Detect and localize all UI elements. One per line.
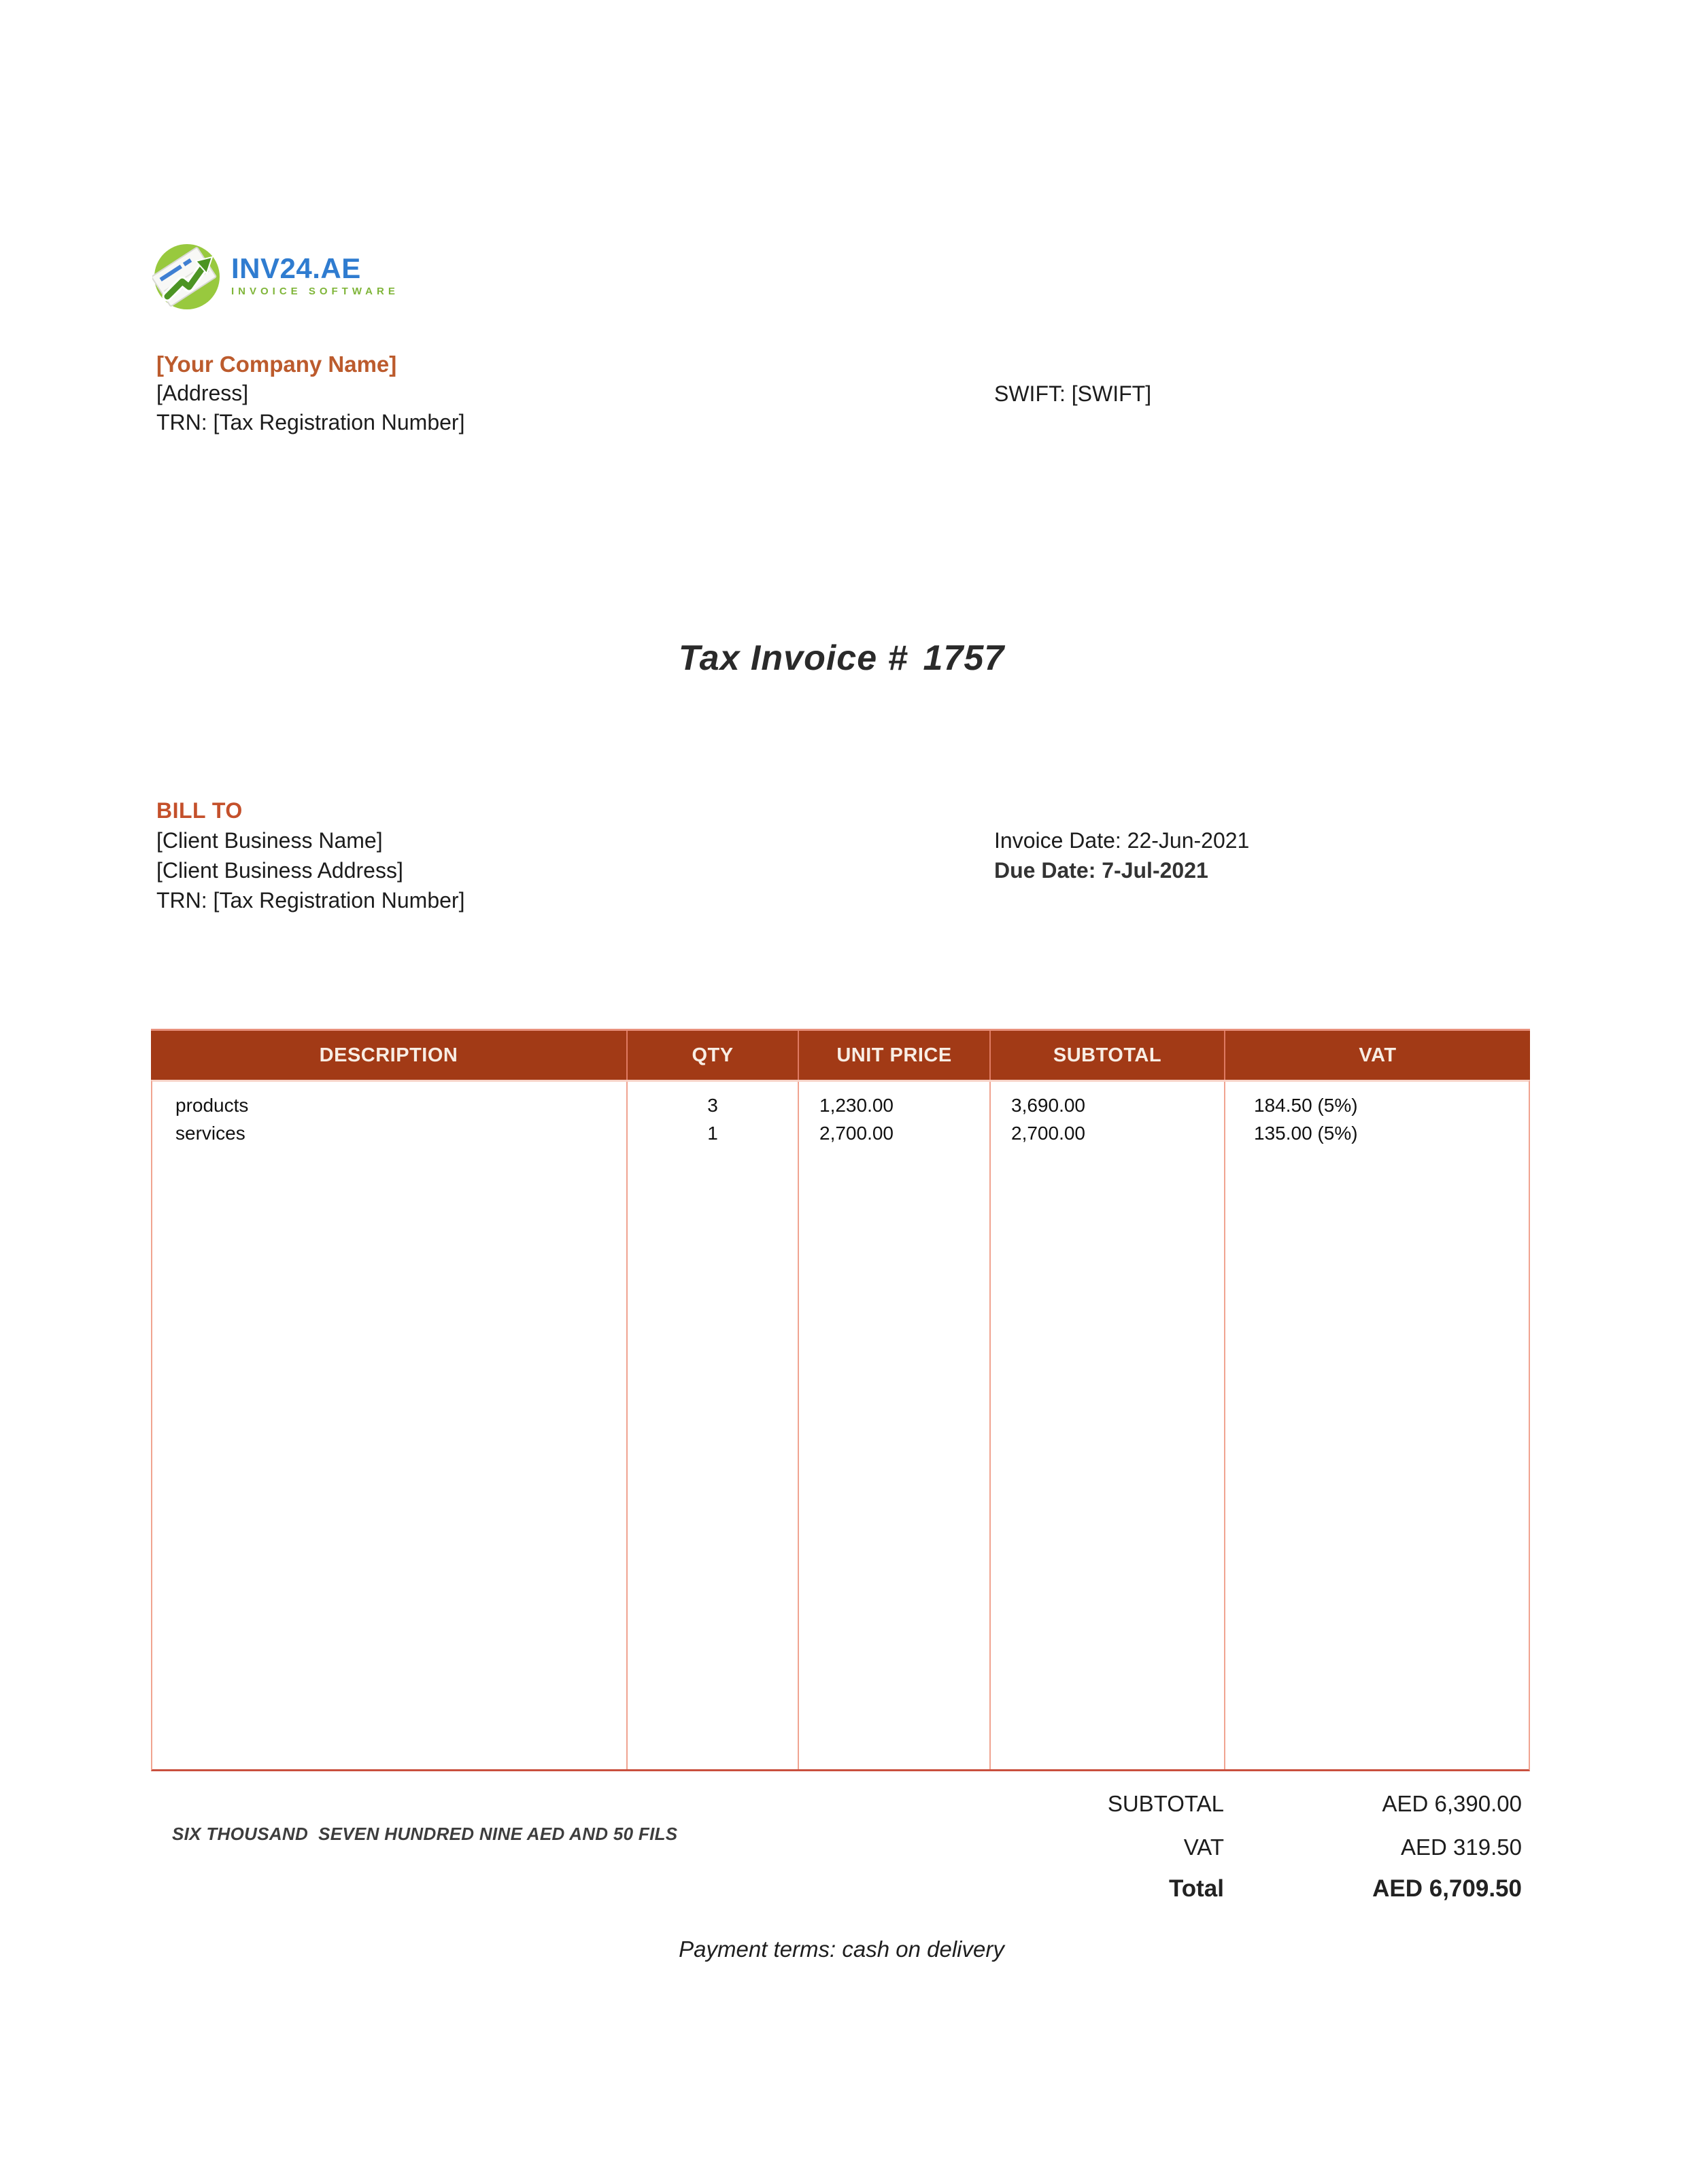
payment-terms: Payment terms: cash on delivery: [679, 1936, 1004, 1962]
brand-tagline: INVOICE SOFTWARE: [231, 286, 399, 297]
amount-in-words: SIX THOUSAND SEVEN HUNDRED NINE AED AND 50 FILS: [172, 1824, 678, 1844]
vat-value: AED 319.50: [1401, 1835, 1522, 1860]
client-name: [Client Business Name]: [156, 828, 383, 853]
table-body: [151, 1080, 1530, 1771]
row-products-qty: 3: [707, 1095, 718, 1116]
client-address: [Client Business Address]: [156, 858, 403, 883]
swift-line: SWIFT: [SWIFT]: [994, 381, 1152, 406]
header-subtotal: SUBTOTAL: [989, 1031, 1224, 1080]
company-block: [156, 349, 464, 437]
row-services-qty: 1: [707, 1123, 718, 1144]
company-name: [Your Company Name]: [156, 352, 397, 377]
logo-text: [231, 254, 399, 297]
row-services-unit-price: 2,700.00: [819, 1123, 894, 1144]
column-vat: [1225, 1082, 1531, 1769]
header-vat: VAT: [1224, 1031, 1530, 1080]
header-description: DESCRIPTION: [319, 1044, 458, 1066]
subtotal-value: AED 6,390.00: [1382, 1791, 1522, 1816]
column-unit-price: [799, 1082, 991, 1769]
brand-name: INV24.AE: [231, 252, 361, 284]
table-header-row: [151, 1029, 1530, 1080]
row-products-subtotal: 3,690.00: [1011, 1095, 1085, 1116]
total-label: Total: [1168, 1875, 1224, 1902]
bill-to-block: [156, 796, 464, 915]
dates-block: [994, 825, 1249, 885]
invoice-number: 1757: [923, 638, 1005, 678]
subtotal-label: SUBTOTAL: [1107, 1791, 1224, 1816]
logo: [152, 239, 399, 311]
client-trn: TRN: [Tax Registration Number]: [156, 888, 465, 912]
row-services-subtotal: 2,700.00: [1011, 1123, 1085, 1144]
row-products-vat: 184.50 (5%): [1254, 1095, 1358, 1116]
header-unit-price: UNIT PRICE: [798, 1031, 989, 1080]
row-products-unit-price: 1,230.00: [819, 1095, 894, 1116]
row-products-description: products: [175, 1095, 249, 1116]
company-trn: TRN: [Tax Registration Number]: [156, 410, 465, 434]
column-subtotal: [991, 1082, 1225, 1769]
header-qty: QTY: [626, 1031, 798, 1080]
invoice-title-label: Tax Invoice #: [678, 638, 908, 678]
total-value: AED 6,709.50: [1372, 1875, 1522, 1902]
invoice-title: [0, 638, 1683, 679]
due-date: Due Date: 7-Jul-2021: [994, 858, 1208, 883]
column-description: [152, 1082, 628, 1769]
row-services-description: services: [175, 1123, 245, 1144]
row-services-vat: 135.00 (5%): [1254, 1123, 1358, 1144]
invoice-date: Invoice Date: 22-Jun-2021: [994, 828, 1250, 853]
items-table: [151, 1029, 1530, 1771]
subtotal-row: [151, 1791, 1522, 1817]
column-qty: [628, 1082, 799, 1769]
company-address: [Address]: [156, 381, 249, 405]
logo-icon: [152, 239, 223, 311]
total-row: [151, 1875, 1522, 1903]
bill-to-heading: BILL TO: [156, 798, 243, 823]
vat-label: VAT: [1183, 1835, 1224, 1860]
